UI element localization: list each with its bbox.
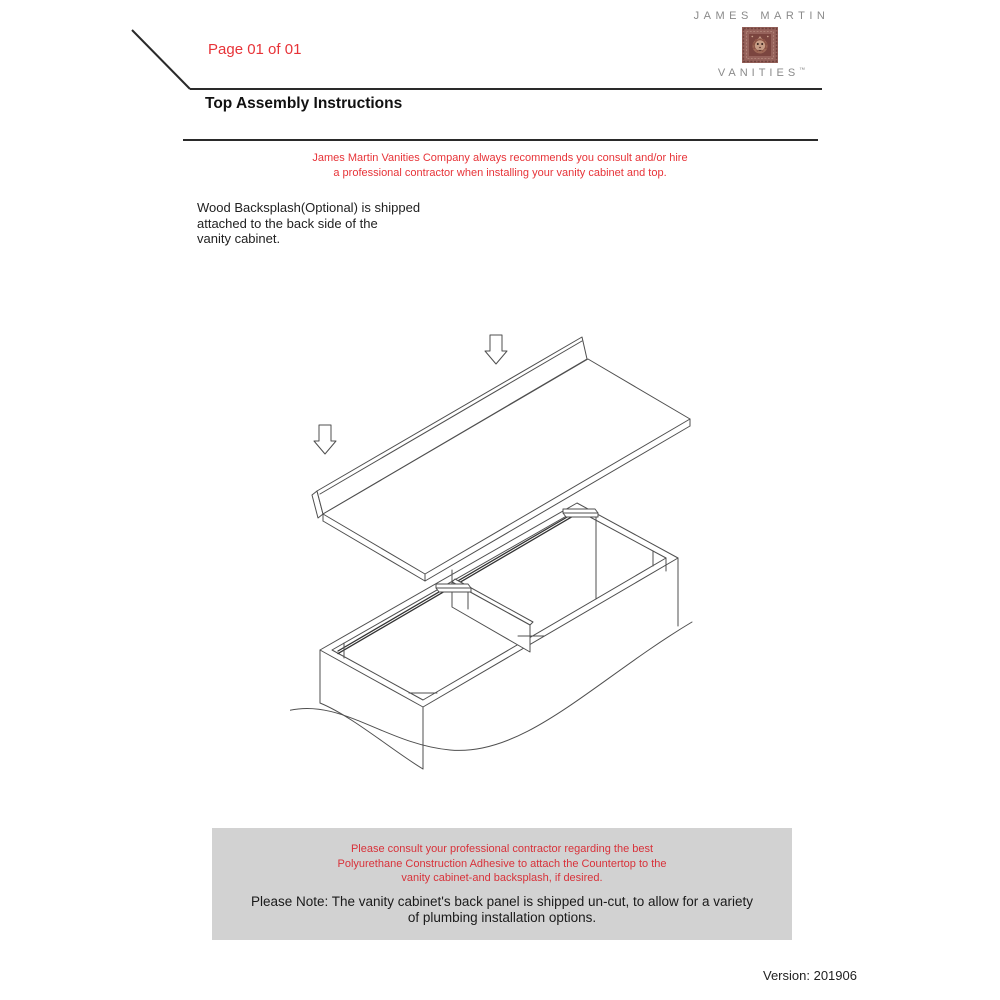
brand-name-top: JAMES MARTIN — [693, 10, 830, 22]
instruction-line-2: attached to the back side of the — [197, 215, 378, 231]
brand-name-bottom: VANITIES™ — [717, 67, 806, 79]
instruction-line-3: vanity cabinet. — [197, 231, 281, 246]
instruction-paragraph — [197, 200, 437, 247]
please-note-line-1: Please Note: The vanity cabinet's back panel is shipped un-cut, to allow for a variety — [250, 893, 754, 909]
adhesive-advisory-line-1: Please consult your professional contractor regarding the best — [350, 843, 654, 855]
trademark-symbol: ™ — [799, 67, 806, 74]
please-note-line-2: of plumbing installation options. — [407, 910, 597, 925]
advisory-notice — [0, 151, 1000, 181]
down-arrow-icon — [485, 335, 507, 364]
adhesive-advisory — [212, 842, 792, 886]
exploded-view-diagram — [290, 320, 700, 770]
adhesive-advisory-line-3: vanity cabinet-and backsplash, if desired. — [401, 872, 603, 884]
brand-logo — [690, 10, 830, 79]
horizontal-rule — [183, 139, 818, 141]
advisory-line-1: James Martin Vanities Company always recommends you consult and/or hire — [312, 152, 688, 164]
lion-mosaic-icon — [690, 26, 830, 64]
advisory-line-2: a professional contractor when installing your vanity cabinet and top. — [333, 167, 667, 179]
page-number-label: Page 01 of 01 — [208, 41, 302, 58]
adhesive-advisory-line-2: Polyurethane Construction Adhesive to attach the Countertop to the — [337, 857, 667, 870]
page-title: Top Assembly Instructions — [205, 95, 403, 112]
footer-note-box — [212, 828, 792, 940]
please-note-text — [212, 894, 792, 927]
instruction-line-1: Wood Backsplash(Optional) is shipped — [197, 200, 421, 215]
version-label: Version: 201906 — [763, 968, 857, 983]
down-arrow-icon — [314, 425, 336, 454]
